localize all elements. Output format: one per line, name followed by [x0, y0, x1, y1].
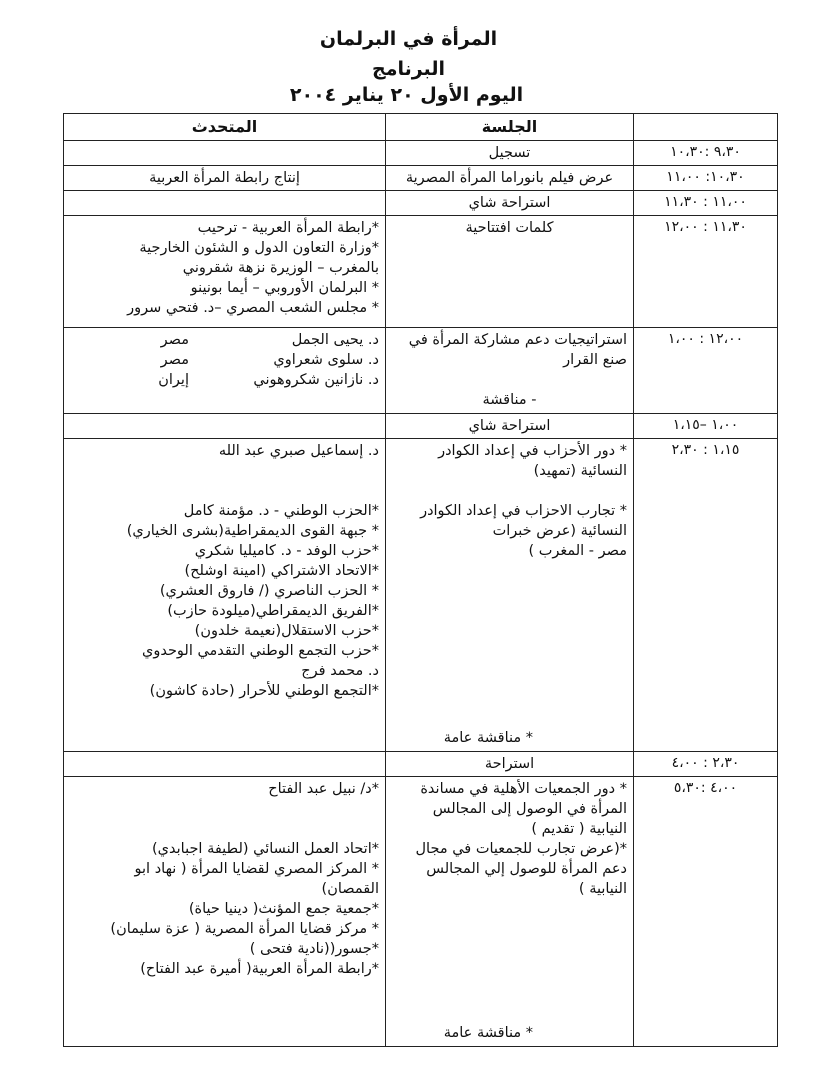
speaker-cell: [64, 216, 386, 328]
speaker-line: * الحزب الناصري (/ فاروق العشري): [159, 583, 379, 600]
speaker-line: بالمغرب – الوزيرة نزهة شقروني: [182, 260, 379, 277]
speaker-line: *وزارة التعاون الدول و الشئون الخارجية: [139, 240, 379, 257]
speaker-cell: [64, 328, 386, 414]
speaker-line: *حزب التجمع الوطني التقدمي الوحدوي: [141, 643, 379, 660]
speaker-line: * جبهة القوى الديمقراطية(بشرى الخياري): [126, 523, 379, 540]
speaker-cell: [64, 141, 386, 166]
table-header-row: [64, 114, 778, 141]
speaker-line: *الحزب الوطني - د. مؤمنة كامل: [183, 503, 379, 520]
document-title: المرأة في البرلمان: [319, 28, 498, 50]
session-cell: عرض فيلم بانوراما المرأة المصرية: [386, 166, 634, 191]
time-cell: ١،١٥ : ٢،٣٠: [634, 439, 778, 752]
session-line: *(عرض تجارب للجمعيات في مجال: [415, 841, 627, 858]
table-row: [64, 777, 778, 1047]
speaker-entry: [70, 370, 379, 390]
speaker-spacer: [70, 461, 379, 501]
speaker-line: *جسور((نادية فتحى ): [249, 941, 379, 958]
speaker-cell: [64, 752, 386, 777]
table-row: [64, 141, 778, 166]
speaker-spacer: [70, 799, 379, 839]
session-line: صنع القرار: [563, 352, 627, 369]
session-line: * تجارب الاحزاب في إعداد الكوادر: [420, 503, 627, 520]
speaker-cell: إنتاج رابطة المرأة العربية: [64, 166, 386, 191]
speaker-line: * مركز قضايا المرأة المصرية ( عزة سليمان): [110, 921, 379, 938]
session-line: مصر - المغرب ): [528, 543, 627, 560]
table-row: [64, 328, 778, 414]
speaker-line: *حزب الوفد - د. كاميليا شكري: [194, 543, 379, 560]
session-line: * مناقشة عامة: [443, 1025, 533, 1042]
session-header: الجلسة: [386, 114, 634, 141]
speaker-line: *التجمع الوطني للأحرار (حادة كاشون): [149, 683, 379, 700]
speaker-line: *رابطة المرأة العربية( أميرة عبد الفتاح): [140, 961, 379, 978]
session-cell: [386, 777, 634, 1047]
session-line: استراتيجيات دعم مشاركة المرأة في: [408, 332, 627, 349]
speaker-line: *حزب الاستقلال(نعيمة خلدون): [194, 623, 379, 640]
time-cell: ١١،٠٠ : ١١،٣٠: [634, 191, 778, 216]
table-row: [64, 439, 778, 752]
session-line: النسائية (تمهيد): [533, 463, 627, 480]
session-line: * دور الأحزاب في إعداد الكوادر: [438, 443, 627, 460]
time-cell: ٢،٣٠ : ٤،٠٠: [634, 752, 778, 777]
session-cell: كلمات افتتاحية: [386, 216, 634, 328]
time-cell: ١،٠٠ –١،١٥: [634, 414, 778, 439]
session-line: - مناقشة: [482, 392, 537, 409]
table-row: [64, 752, 778, 777]
speaker-cell: [64, 191, 386, 216]
speaker-entry: [70, 350, 379, 370]
speaker-cell: [64, 439, 386, 752]
program-heading: البرنامج: [372, 58, 445, 80]
speaker-country: إيران: [158, 372, 189, 389]
session-line: المرأة في الوصول إلى المجالس: [432, 801, 627, 818]
speaker-line: *د/ نبيل عبد الفتاح: [268, 781, 379, 798]
speaker-line: د. إسماعيل صبري عبد الله: [218, 443, 379, 460]
session-line: النيابية ): [578, 881, 627, 898]
speaker-line: القمصان): [321, 881, 379, 898]
time-header-cell: [634, 114, 778, 141]
session-spacer: [392, 370, 627, 390]
speaker-line: * البرلمان الأوروبي – أيما بونينو: [190, 280, 379, 297]
speaker-name: د. سلوى شعراوي: [273, 352, 379, 369]
time-cell: ٤،٠٠ :٥،٣٠: [634, 777, 778, 1047]
speaker-line: *اتحاد العمل النسائي (لطيفة اجبابدي): [152, 841, 379, 858]
speaker-line: *الفريق الديمقراطي(ميلودة حازب): [167, 603, 379, 620]
time-cell: ١٠،٣٠: ١١،٠٠: [634, 166, 778, 191]
session-line: النيابية ( تقديم ): [531, 821, 627, 838]
program-table: [63, 113, 778, 1047]
speaker-name: د. نازانين شكروهوني: [253, 372, 379, 389]
session-line: * دور الجمعيات الأهلية في مساندة: [420, 781, 627, 798]
speaker-header: المتحدث: [64, 114, 386, 141]
session-line: النسائية (عرض خبرات: [492, 523, 627, 540]
speaker-name: د. يحيى الجمل: [291, 332, 379, 349]
speaker-cell: [64, 777, 386, 1047]
speaker-line: د. محمد فرج: [301, 663, 379, 680]
session-spacer: [392, 481, 627, 501]
session-cell: استراحة: [386, 752, 634, 777]
table-row: [64, 216, 778, 328]
time-cell: ١٢،٠٠ : ١،٠٠: [634, 328, 778, 414]
session-cell: تسجيل: [386, 141, 634, 166]
time-cell: ١١،٣٠ : ١٢،٠٠: [634, 216, 778, 328]
day-heading: اليوم الأول ٢٠ يناير ٢٠٠٤: [289, 84, 524, 106]
speaker-line: * المركز المصري لقضايا المرأة ( نهاد ابو: [134, 861, 379, 878]
speaker-line: *جمعية جمع المؤنث( دينيا حياة): [188, 901, 379, 918]
table-row: [64, 166, 778, 191]
speaker-entry: [70, 330, 379, 350]
speaker-line: *رابطة المرأة العربية - ترحيب: [197, 220, 379, 237]
time-cell: ٩،٣٠ :١٠،٣٠: [634, 141, 778, 166]
session-cell: [386, 328, 634, 414]
session-cell: [386, 439, 634, 752]
speaker-country: مصر: [160, 332, 189, 349]
session-cell: استراحة شاي: [386, 191, 634, 216]
session-line: دعم المرأة للوصول إلي المجالس: [426, 861, 627, 878]
speaker-country: مصر: [160, 352, 189, 369]
speaker-line: * مجلس الشعب المصري –د. فتحي سرور: [127, 300, 379, 317]
table-row: [64, 414, 778, 439]
table-row: [64, 191, 778, 216]
speaker-line: *الاتحاد الاشتراكي (امينة اوشلح): [184, 563, 379, 580]
session-cell: استراحة شاي: [386, 414, 634, 439]
session-line: * مناقشة عامة: [443, 730, 533, 747]
speaker-cell: [64, 414, 386, 439]
